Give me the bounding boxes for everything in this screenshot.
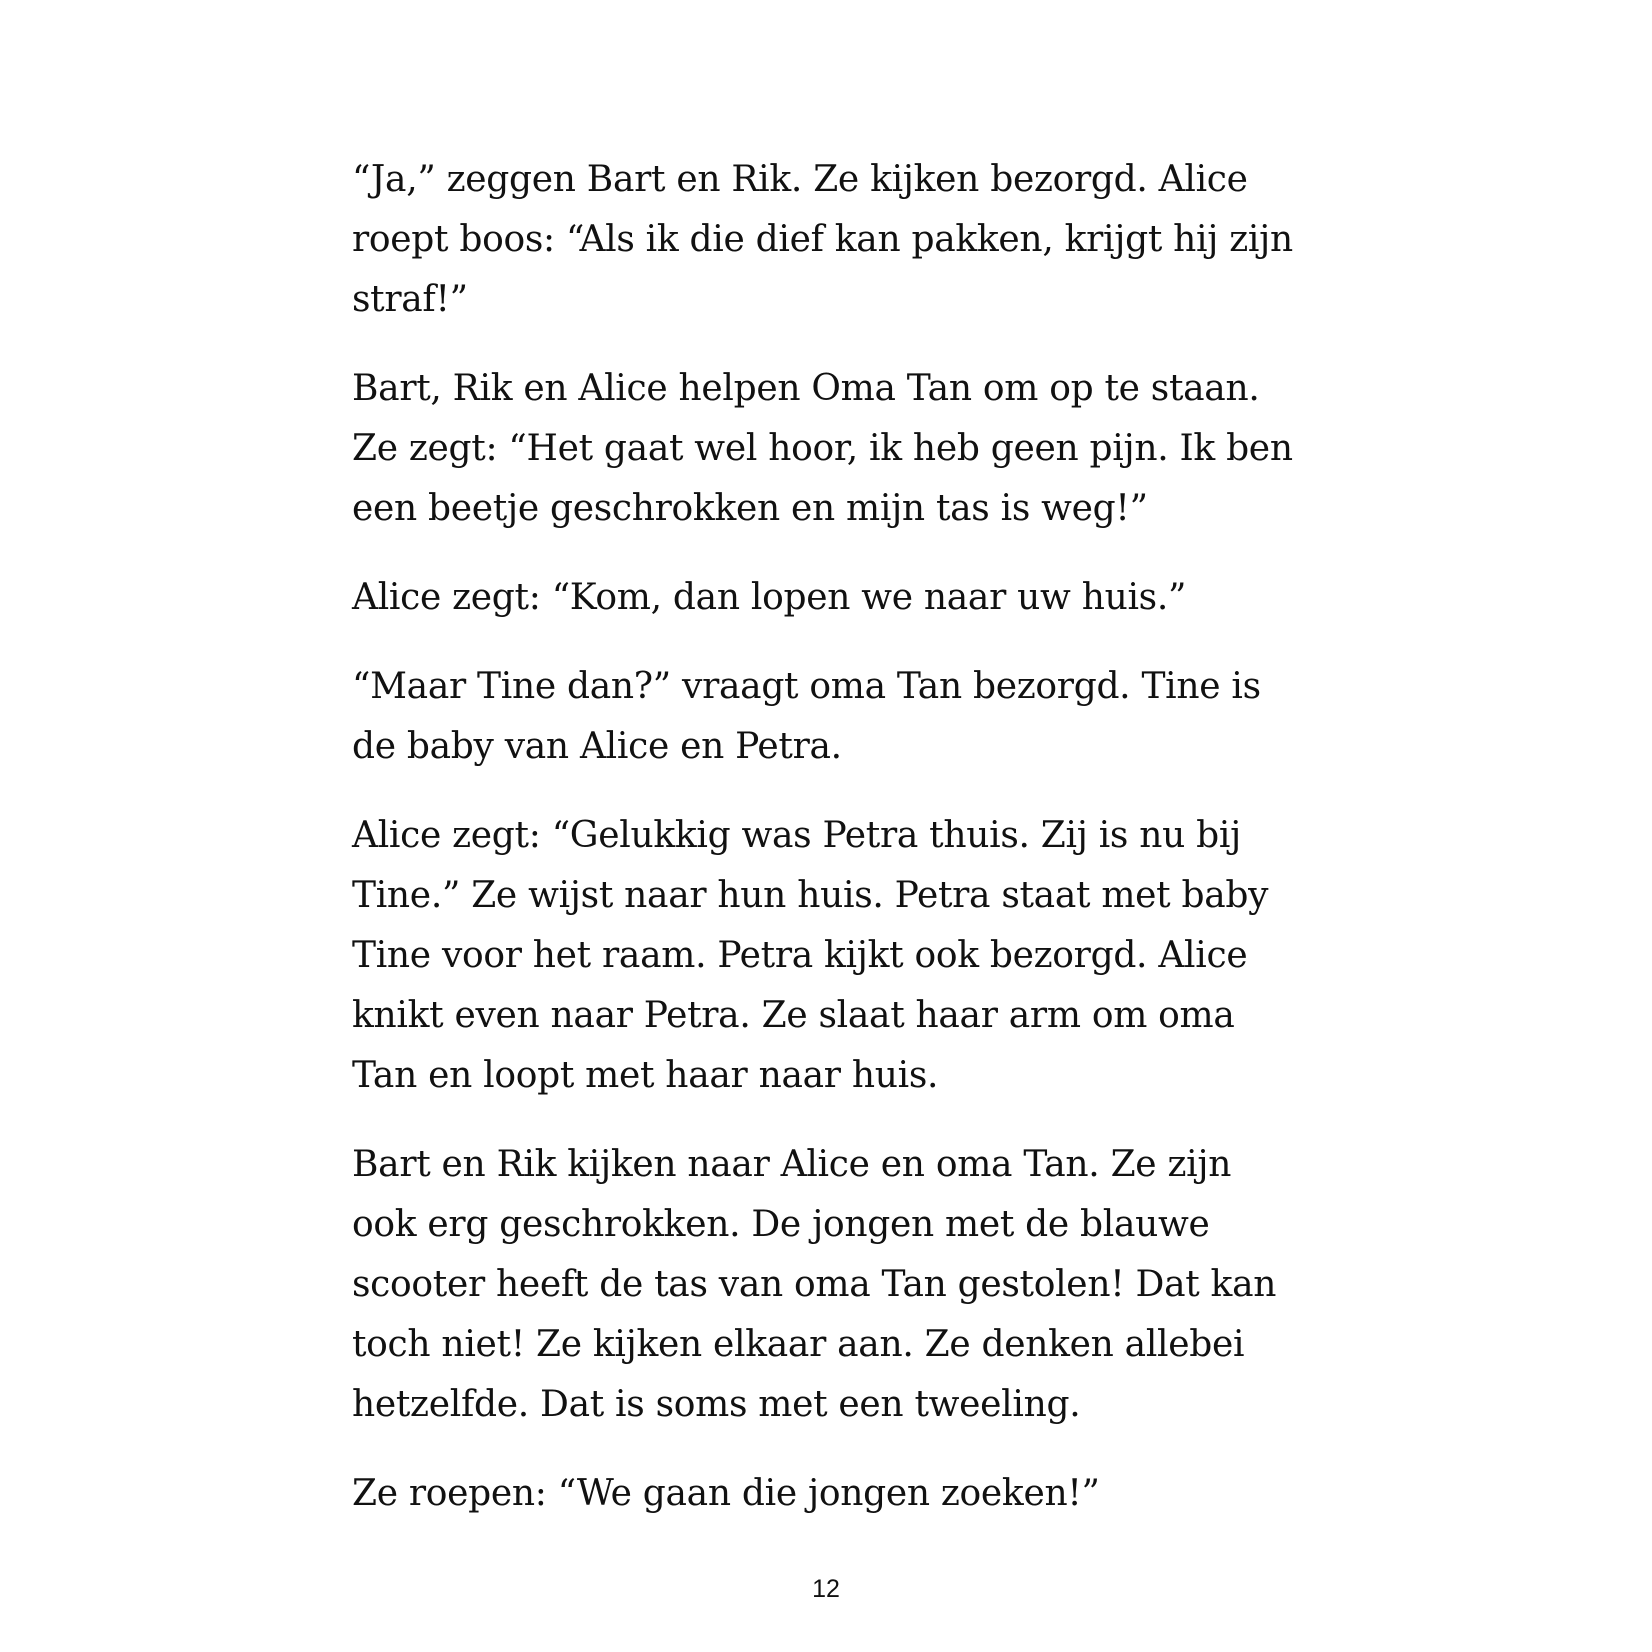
text-line: roept boos: “Als ik die dief kan pakken, krijgt hij zijn xyxy=(352,219,1293,260)
text-line: hetzelfde. Dat is soms met een tweeling. xyxy=(352,1384,1081,1425)
paragraph-7 xyxy=(352,1464,1282,1524)
paragraph-3 xyxy=(352,568,1282,628)
paragraph-2 xyxy=(352,359,1293,539)
text-line: Ze roepen: “We gaan die jongen zoeken!” xyxy=(352,1473,1100,1514)
text-line: Alice zegt: “Gelukkig was Petra thuis. Zij is nu bij xyxy=(352,815,1241,856)
paragraph-6 xyxy=(352,1135,1282,1435)
text-line: Alice zegt: “Kom, dan lopen we naar uw huis.” xyxy=(352,577,1187,618)
text-line: ook erg geschrokken. De jongen met de blauwe xyxy=(352,1204,1210,1245)
text-line: toch niet! Ze kijken elkaar aan. Ze denken allebei xyxy=(352,1324,1245,1365)
text-line: de baby van Alice en Petra. xyxy=(352,726,842,767)
text-line: een beetje geschrokken en mijn tas is weg!” xyxy=(352,488,1148,529)
text-line: Tine.” Ze wijst naar hun huis. Petra staat met baby xyxy=(352,875,1269,916)
text-line: Bart en Rik kijken naar Alice en oma Tan. Ze zijn xyxy=(352,1144,1232,1185)
page-body xyxy=(352,150,1293,1524)
text-line: scooter heeft de tas van oma Tan gestolen! Dat kan xyxy=(352,1264,1277,1305)
text-line: “Maar Tine dan?” vraagt oma Tan bezorgd. Tine is xyxy=(352,666,1261,707)
page-number: 12 xyxy=(812,1575,840,1603)
text-line: straf!” xyxy=(352,279,468,320)
paragraph-4 xyxy=(352,657,1282,777)
paragraph-5 xyxy=(352,806,1282,1106)
text-line: knikt even naar Petra. Ze slaat haar arm om oma xyxy=(352,995,1235,1036)
text-line: Tan en loopt met haar naar huis. xyxy=(352,1055,939,1096)
text-line: Ze zegt: “Het gaat wel hoor, ik heb geen pijn. Ik ben xyxy=(352,428,1293,469)
text-line: Tine voor het raam. Petra kijkt ook bezorgd. Alice xyxy=(352,935,1248,976)
paragraph-1 xyxy=(352,150,1293,330)
text-line: “Ja,” zeggen Bart en Rik. Ze kijken bezorgd. Alice xyxy=(352,159,1248,200)
text-line: Bart, Rik en Alice helpen Oma Tan om op te staan. xyxy=(352,368,1260,409)
